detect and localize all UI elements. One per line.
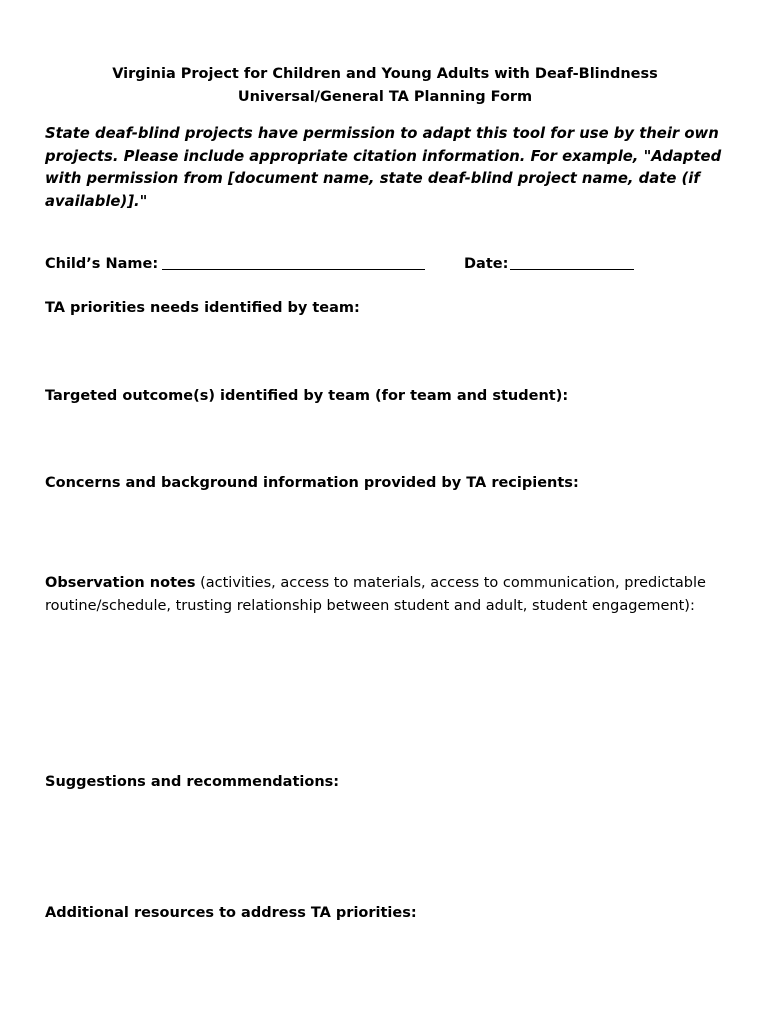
permission-notice-text: State deaf-blind projects have permission to adapt this tool for use by their own projects. Please include appropriate citation information. For example, [45,125,719,165]
date-label: Date: [464,256,509,272]
open-quote: " [643,147,652,165]
concerns-heading: Concerns and background information provided by TA recipients: [45,475,579,491]
date-field[interactable] [510,269,634,270]
child-name-label: Child’s Name: [45,256,159,272]
form-title-line2: Universal/General TA Planning Form [237,89,533,105]
form-title-line1: Virginia Project for Children and Young Adults with Deaf-Blindness [112,66,658,82]
observation-section [45,572,725,617]
close-quote: " [139,192,148,210]
observation-heading: Observation notes [45,575,196,591]
citation-example: Adapted with permission from [document name, state deaf-blind project name, date (if available)]. [45,147,722,210]
suggestions-heading: Suggestions and recommendations: [45,774,340,790]
name-date-row [45,253,725,275]
targeted-outcomes-section [45,385,725,408]
permission-notice [45,123,725,213]
ta-priorities-section [45,297,725,320]
suggestions-section [45,771,725,794]
additional-resources-section [45,902,725,925]
concerns-section [45,472,725,495]
child-name-field[interactable] [162,269,425,270]
ta-priorities-heading: TA priorities needs identified by team: [45,300,360,316]
observation-description: (activities, access to materials, access to communication, predictable routine/schedule, trusting relationship between student and adult, student engagement): [45,575,706,614]
targeted-outcomes-heading: Targeted outcome(s) identified by team (for team and student): [45,388,569,404]
additional-resources-heading: Additional resources to address TA priorities: [45,905,417,921]
